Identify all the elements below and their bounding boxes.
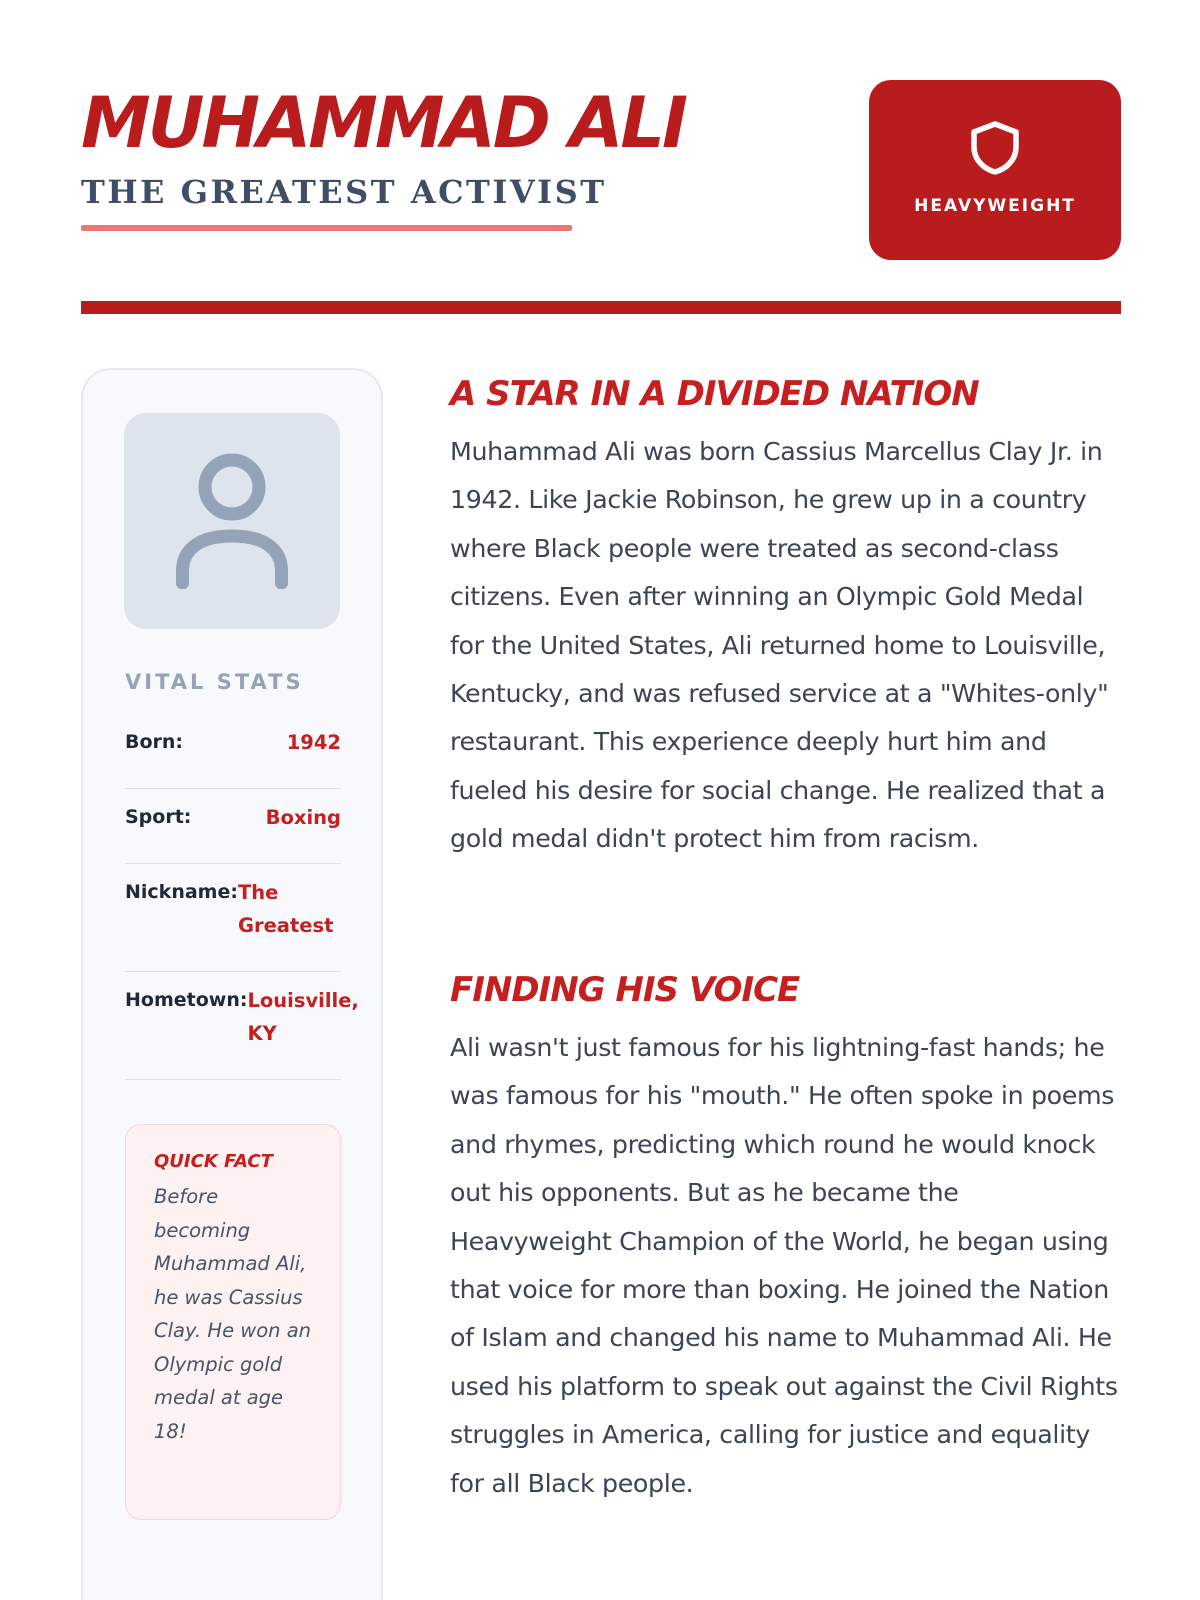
- stat-value: Boxing: [265, 806, 341, 829]
- page-header: [81, 80, 1121, 260]
- vital-stats-title: VITAL STATS: [125, 670, 304, 694]
- stat-value: 1942: [286, 731, 341, 754]
- shield-icon: [968, 120, 1022, 176]
- user-icon: [176, 453, 288, 589]
- badge-label: HEAVYWEIGHT: [914, 196, 1076, 216]
- stat-row-sport: [125, 789, 341, 864]
- header-divider: [81, 301, 1121, 314]
- stat-label: Sport:: [125, 806, 192, 828]
- section-divided-nation: [450, 372, 1122, 864]
- section-text: Ali wasn't just famous for his lightning-fast hands; he was famous for his "mouth." He often spoke in poems and rhymes, predicting which round he would knock out his opponents. But as he became the Heavyweight Champion of the World, he began using that voice for more than boxing. He joined the Nation of Islam and changed his name to Muhammad Ali. He used his platform to speak out against the Civil Rights struggles in America, calling for justice and equality for all Black people.: [450, 1033, 1118, 1498]
- stat-row-hometown: [125, 972, 359, 1080]
- section-finding-voice: [450, 968, 1122, 1508]
- stat-label: Born:: [125, 731, 184, 753]
- quick-fact-title: QUICK FACT: [154, 1151, 273, 1172]
- heavyweight-badge: [869, 80, 1121, 260]
- quick-fact-box: [125, 1124, 341, 1520]
- stat-label: Hometown:: [125, 989, 248, 1011]
- section-title: A STAR IN A DIVIDED NATION: [450, 374, 979, 414]
- quick-fact-text: Before becoming Muhammad Ali, he was Cassius Clay. He won an Olympic gold medal at age 18!: [154, 1185, 312, 1443]
- vital-stats-list: [125, 714, 359, 1080]
- subtitle-underline: [81, 225, 572, 231]
- stat-row-nickname: [125, 864, 341, 972]
- stat-row-born: [125, 714, 341, 789]
- sidebar: [81, 368, 383, 1600]
- avatar: [124, 413, 340, 629]
- section-title: FINDING HIS VOICE: [450, 970, 800, 1010]
- page-title: MUHAMMAD ALI: [81, 82, 686, 164]
- page-subtitle: THE GREATEST ACTIVIST: [81, 173, 607, 211]
- stat-value: The Greatest: [237, 881, 334, 937]
- stat-label: Nickname:: [125, 881, 238, 903]
- section-text: Muhammad Ali was born Cassius Marcellus Clay Jr. in 1942. Like Jackie Robinson, he grew up in a country where Black people were treated as second-class citizens. Even after winning an Olympic Gold Medal for the United States, Ali returned home to Louisville, Kentucky, and was refused service at a "Whites-only" restaurant. This experience deeply hurt him and fueled his desire for social change. He realized that a gold medal didn't protect him from racism.: [450, 437, 1109, 854]
- stat-value: Louisville, KY: [247, 989, 359, 1045]
